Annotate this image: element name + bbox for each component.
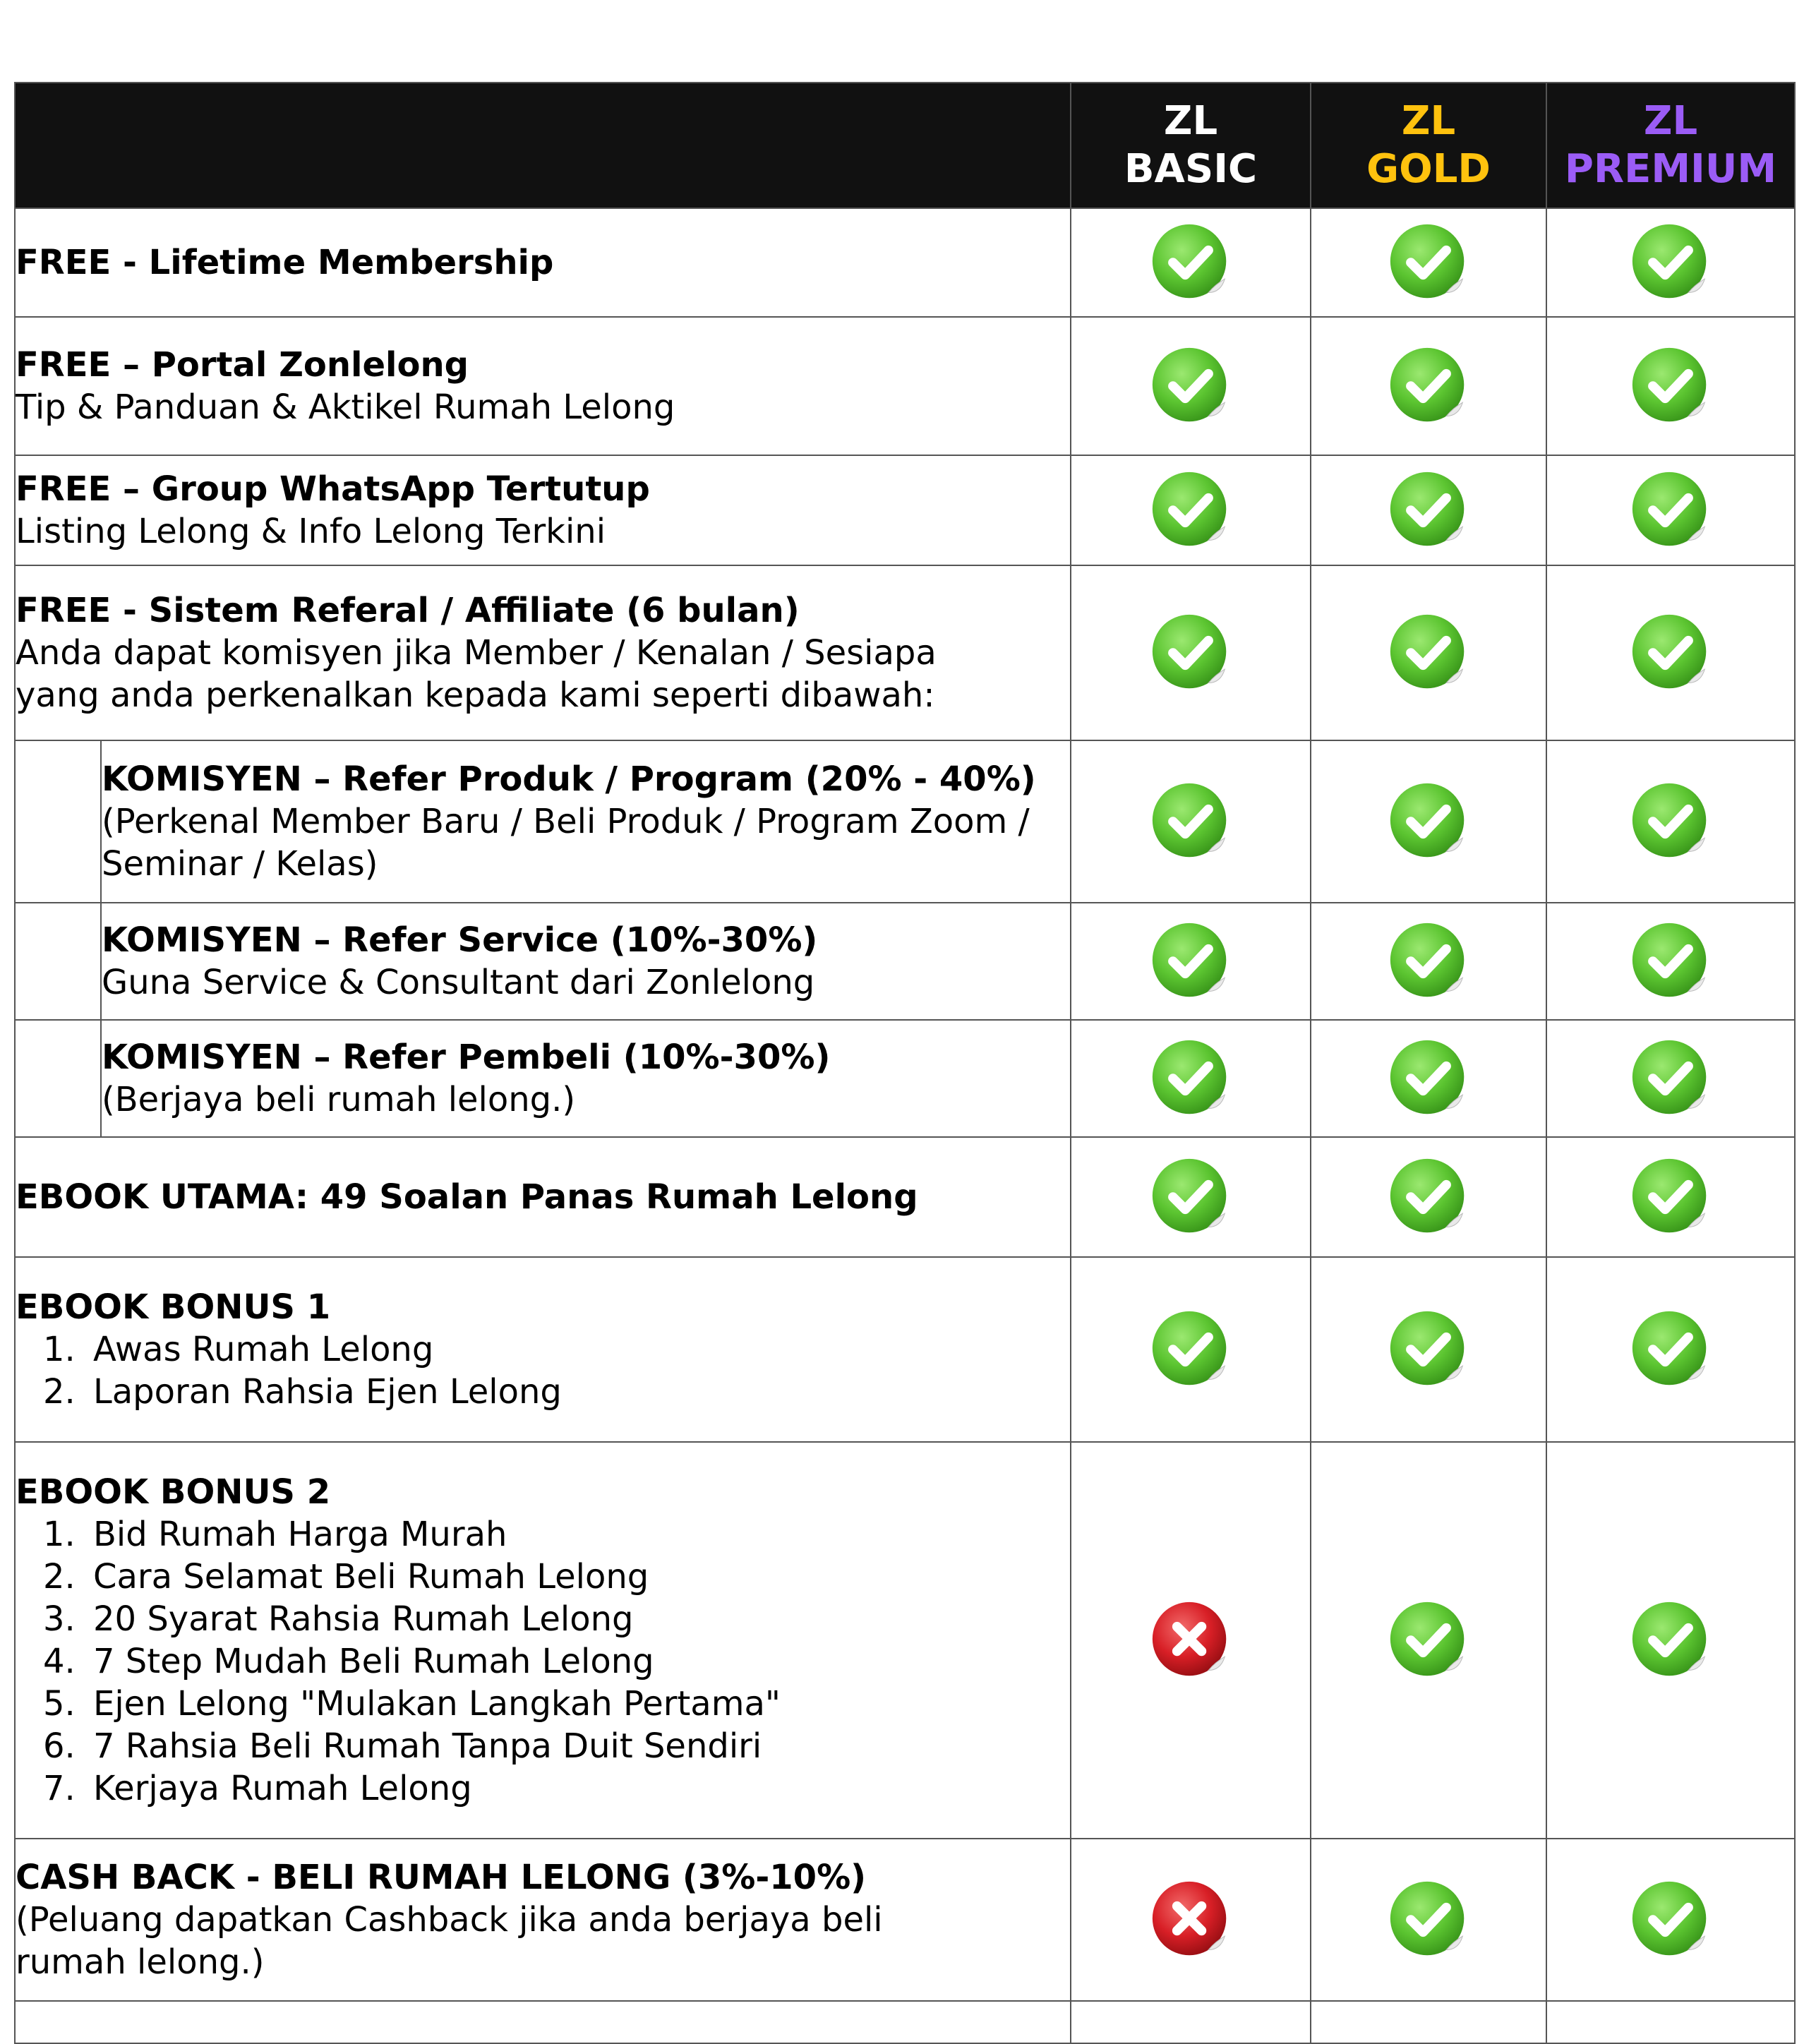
list-item: 2. Cara Selamat Beli Rumah Lelong	[86, 1556, 1070, 1598]
plan-gold-line1: ZL	[1401, 98, 1456, 144]
plan-basic-line2: BASIC	[1124, 146, 1258, 192]
gold-mark-cell	[1311, 317, 1546, 455]
ebook-list	[16, 1513, 1070, 1810]
feature-description: (Peluang dapatkan Cashback jika anda berjaya beli rumah lelong.)	[16, 1900, 883, 1982]
check-icon	[1630, 222, 1712, 303]
gold-mark-cell	[1311, 903, 1546, 1020]
feature-row	[15, 740, 1795, 903]
feature-cell	[15, 1839, 1071, 2001]
plan-basic-line1: ZL	[1163, 98, 1218, 144]
check-icon	[1630, 612, 1712, 694]
list-item: 7. Kerjaya Rumah Lelong	[86, 1767, 1070, 1810]
list-item: 2. Laporan Rahsia Ejen Lelong	[86, 1371, 1070, 1413]
feature-row	[15, 1257, 1795, 1442]
indent-spacer	[15, 740, 101, 903]
list-item: 4. 7 Step Mudah Beli Rumah Lelong	[86, 1640, 1070, 1683]
partial-cell	[1311, 2001, 1546, 2043]
cross-icon	[1150, 1879, 1232, 1961]
feature-row	[15, 1020, 1795, 1137]
indent-spacer	[15, 1020, 101, 1137]
feature-description: (Berjaya beli rumah lelong.)	[102, 1080, 576, 1119]
feature-cell	[15, 565, 1071, 740]
feature-title: CASH BACK - BELI RUMAH LELONG (3%-10%)	[16, 1858, 867, 1897]
plan-header-gold	[1311, 83, 1546, 208]
gold-mark-cell	[1311, 1442, 1546, 1839]
check-icon	[1150, 920, 1232, 1002]
feature-cell	[101, 740, 1071, 903]
plan-premium-line1: ZL	[1643, 98, 1698, 144]
premium-mark-cell	[1546, 1020, 1795, 1137]
feature-description: (Perkenal Member Baru / Beli Produk / Program Zoom / Seminar / Kelas)	[102, 802, 1030, 884]
premium-mark-cell	[1546, 455, 1795, 565]
basic-mark-cell	[1071, 1442, 1311, 1839]
ebook-list	[16, 1328, 1070, 1413]
check-icon	[1630, 920, 1712, 1002]
basic-mark-cell	[1071, 740, 1311, 903]
feature-title: EBOOK UTAMA: 49 Soalan Panas Rumah Lelong	[16, 1177, 918, 1217]
feature-title: FREE - Sistem Referal / Affiliate (6 bulan)	[16, 591, 800, 630]
basic-mark-cell	[1071, 565, 1311, 740]
partial-cell	[1546, 2001, 1795, 2043]
basic-mark-cell	[1071, 208, 1311, 317]
gold-mark-cell	[1311, 1839, 1546, 2001]
feature-title: FREE - Lifetime Membership	[16, 243, 554, 282]
feature-cell	[101, 1020, 1071, 1137]
partial-cell	[15, 2001, 1071, 2043]
basic-mark-cell	[1071, 903, 1311, 1020]
premium-mark-cell	[1546, 1137, 1795, 1257]
feature-row	[15, 317, 1795, 455]
check-icon	[1150, 1309, 1232, 1390]
feature-row-partial	[15, 2001, 1795, 2043]
gold-mark-cell	[1311, 740, 1546, 903]
premium-mark-cell	[1546, 903, 1795, 1020]
check-icon	[1388, 1879, 1469, 1961]
feature-title: EBOOK BONUS 1	[16, 1287, 331, 1327]
check-icon	[1388, 612, 1469, 694]
basic-mark-cell	[1071, 1020, 1311, 1137]
gold-mark-cell	[1311, 455, 1546, 565]
check-icon	[1388, 1156, 1469, 1238]
check-icon	[1388, 1599, 1469, 1681]
feature-description: Tip & Panduan & Aktikel Rumah Lelong	[16, 387, 675, 427]
indent-spacer	[15, 903, 101, 1020]
premium-mark-cell	[1546, 1257, 1795, 1442]
partial-cell	[1071, 2001, 1311, 2043]
premium-mark-cell	[1546, 317, 1795, 455]
list-item: 5. Ejen Lelong "Mulakan Langkah Pertama"	[86, 1683, 1070, 1725]
feature-cell	[15, 1442, 1071, 1839]
plan-gold-line2: GOLD	[1366, 146, 1491, 192]
check-icon	[1150, 781, 1232, 862]
feature-cell	[15, 1137, 1071, 1257]
check-icon	[1150, 1156, 1232, 1238]
feature-title: FREE – Portal Zonlelong	[16, 345, 469, 385]
gold-mark-cell	[1311, 1020, 1546, 1137]
header-row	[15, 83, 1795, 208]
plan-premium-line2: PREMIUM	[1564, 146, 1777, 192]
feature-title: FREE – Group WhatsApp Tertutup	[16, 469, 650, 509]
check-icon	[1388, 222, 1469, 303]
feature-row	[15, 1839, 1795, 2001]
check-icon	[1388, 781, 1469, 862]
basic-mark-cell	[1071, 455, 1311, 565]
feature-row	[15, 565, 1795, 740]
check-icon	[1150, 469, 1232, 551]
check-icon	[1388, 1038, 1469, 1119]
plan-header-premium	[1546, 83, 1795, 208]
plan-comparison-table	[14, 82, 1796, 2044]
check-icon	[1630, 345, 1712, 427]
cross-icon	[1150, 1599, 1232, 1681]
check-icon	[1150, 222, 1232, 303]
basic-mark-cell	[1071, 1839, 1311, 2001]
gold-mark-cell	[1311, 1137, 1546, 1257]
basic-mark-cell	[1071, 317, 1311, 455]
gold-mark-cell	[1311, 565, 1546, 740]
check-icon	[1150, 1038, 1232, 1119]
gold-mark-cell	[1311, 208, 1546, 317]
feature-cell	[101, 903, 1071, 1020]
list-item: 3. 20 Syarat Rahsia Rumah Lelong	[86, 1598, 1070, 1640]
list-item: 6. 7 Rahsia Beli Rumah Tanpa Duit Sendiri	[86, 1725, 1070, 1767]
check-icon	[1630, 469, 1712, 551]
feature-description: Listing Lelong & Info Lelong Terkini	[16, 512, 606, 551]
check-icon	[1388, 1309, 1469, 1390]
feature-cell	[15, 455, 1071, 565]
feature-cell	[15, 317, 1071, 455]
check-icon	[1630, 1309, 1712, 1390]
feature-cell	[15, 208, 1071, 317]
plan-header-basic	[1071, 83, 1311, 208]
premium-mark-cell	[1546, 1839, 1795, 2001]
premium-mark-cell	[1546, 565, 1795, 740]
check-icon	[1630, 1156, 1712, 1238]
feature-title: KOMISYEN – Refer Produk / Program (20% - 40%)	[102, 759, 1036, 799]
gold-mark-cell	[1311, 1257, 1546, 1442]
basic-mark-cell	[1071, 1257, 1311, 1442]
feature-row	[15, 903, 1795, 1020]
feature-row	[15, 1137, 1795, 1257]
premium-mark-cell	[1546, 740, 1795, 903]
check-icon	[1150, 612, 1232, 694]
feature-description: Guna Service & Consultant dari Zonlelong	[102, 963, 815, 1002]
feature-title: EBOOK BONUS 2	[16, 1472, 331, 1512]
check-icon	[1150, 345, 1232, 427]
feature-row	[15, 455, 1795, 565]
feature-row	[15, 1442, 1795, 1839]
check-icon	[1388, 345, 1469, 427]
check-icon	[1388, 469, 1469, 551]
check-icon	[1630, 1038, 1712, 1119]
feature-description: Anda dapat komisyen jika Member / Kenalan / Sesiapa yang anda perkenalkan kepada kami seperti dibawah:	[16, 633, 937, 715]
feature-title: KOMISYEN – Refer Pembeli (10%-30%)	[102, 1038, 831, 1077]
premium-mark-cell	[1546, 208, 1795, 317]
feature-title: KOMISYEN – Refer Service (10%-30%)	[102, 920, 818, 960]
check-icon	[1388, 920, 1469, 1002]
check-icon	[1630, 1599, 1712, 1681]
list-item: 1. Awas Rumah Lelong	[86, 1328, 1070, 1371]
feature-cell	[15, 1257, 1071, 1442]
feature-row	[15, 208, 1795, 317]
premium-mark-cell	[1546, 1442, 1795, 1839]
header-blank-cell	[15, 83, 1071, 208]
check-icon	[1630, 781, 1712, 862]
basic-mark-cell	[1071, 1137, 1311, 1257]
check-icon	[1630, 1879, 1712, 1961]
list-item: 1. Bid Rumah Harga Murah	[86, 1513, 1070, 1556]
